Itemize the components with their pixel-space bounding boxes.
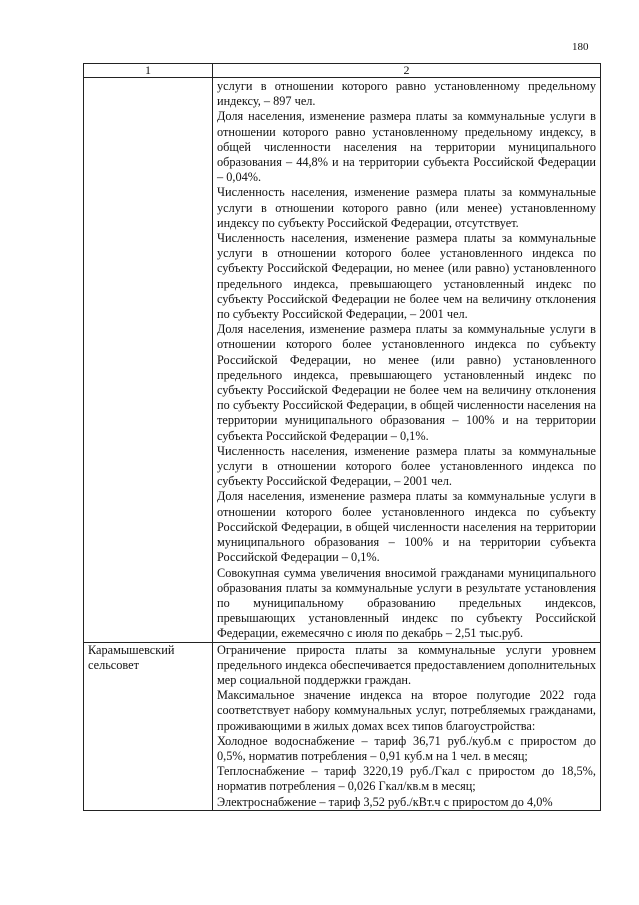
paragraph: Ограничение прироста платы за коммунальные услуги уровнем предельного индекса обеспечивается предоставлением дополнительных мер социальной поддержки граждан. <box>217 642 596 687</box>
paragraph: Доля населения, изменение размера платы за коммунальные услуги в отношении которого равно установленному предельному индексу, в общей численности населения на территории муниципального образования – 44,8% и на территории субъекта Российской Федерации – 0,04%. <box>217 109 596 185</box>
row-label <box>84 78 213 643</box>
row-text <box>213 78 601 643</box>
paragraph: Теплоснабжение – тариф 3220,19 руб./Гкал с приростом до 18,5%, норматив потребления – 0,026 Гкал/кв.м в месяц; <box>217 764 596 794</box>
paragraph: услуги в отношении которого равно установленному предельному индексу, – 897 чел. <box>217 79 596 109</box>
paragraph: Холодное водоснабжение – тариф 36,71 руб./куб.м с приростом до 0,5%, норматив потребления – 0,91 куб.м на 1 чел. в месяц; <box>217 733 596 763</box>
paragraph: Численность населения, изменение размера платы за коммунальные услуги в отношении которого равно (или менее) установленному индексу по субъекту Российской Федерации, отсутствует. <box>217 185 596 230</box>
column-header-2: 2 <box>213 64 601 78</box>
page-number: 180 <box>572 41 589 53</box>
paragraph: Численность населения, изменение размера платы за коммунальные услуги в отношении которого более установленного индекса по субъекту Российской Федерации, – 2001 чел. <box>217 443 596 489</box>
paragraph: Доля населения, изменение размера платы за коммунальные услуги в отношении которого более установленного индекса по субъекту Российской Федерации, в общей численности населения на территории муниципального образования – 100% и на территории субъекта Российской Федерации – 0,1%. <box>217 489 596 565</box>
paragraph: Максимальное значение индекса на второе полугодие 2022 года соответствует набору коммунальных услуг, потребляемых гражданами, проживающими в жилых домах всех типов благоустройства: <box>217 688 596 733</box>
row-label: Карамышевский сельсовет <box>84 642 213 810</box>
row-text <box>213 642 601 810</box>
paragraph: Электроснабжение – тариф 3,52 руб./кВт.ч с приростом до 4,0% <box>217 794 553 809</box>
paragraph: Совокупная сумма увеличения вносимой гражданами муниципального образования платы за коммунальные услуги в результате установления по муниципальному образованию предельных индексов, превышающих установленный индекс по субъекту Российской Федерации, ежемесячно с июля по декабрь – 2,51 тыс.руб. <box>217 565 596 641</box>
column-header-1: 1 <box>84 64 213 78</box>
document-table <box>83 63 601 811</box>
table-row <box>84 78 601 643</box>
paragraph: Доля населения, изменение размера платы за коммунальные услуги в отношении которого более установленного индекса по субъекту Российской Федерации, но менее (или равно) установленного предельного индекса, превышающего установленный индекс по субъекту Российской Федерации не более чем на величину отклонения по субъекту Российской Федерации, в общей численности населения на территории муниципального образования – 100% и на территории субъекта Российской Федерации – 0,1%. <box>217 322 596 443</box>
table-header-row <box>84 64 601 78</box>
paragraph: Численность населения, изменение размера платы за коммунальные услуги в отношении которого более установленного индекса по субъекту Российской Федерации, но менее (или равно) установленного предельного индекса, превышающего установленный индекс по субъекту Российской Федерации не более чем на величину отклонения по субъекту Российской Федерации, – 2001 чел. <box>217 231 596 322</box>
table-row <box>84 642 601 810</box>
